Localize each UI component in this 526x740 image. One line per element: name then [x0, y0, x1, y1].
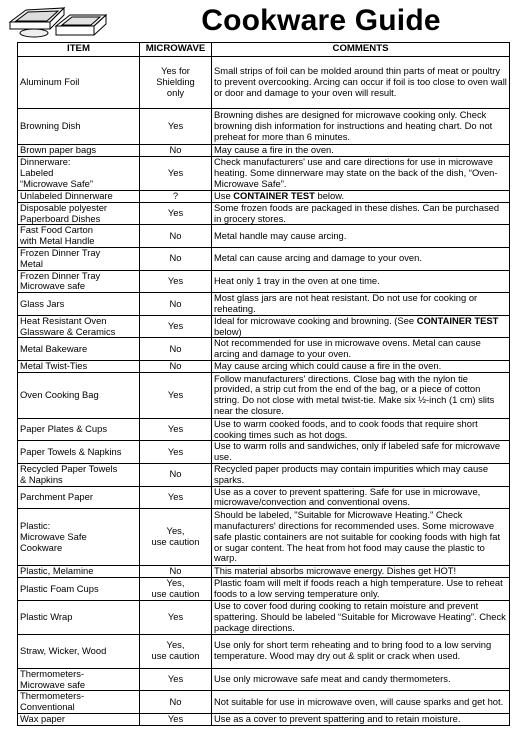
item-cell: Frozen Dinner Tray Metal [18, 247, 140, 270]
comment-cell: Metal handle may cause arcing. [212, 225, 510, 248]
comment-cell: Check manufacturers' use and care directions for use in microwave heating. Some dinnerware may state on the back of the dish, “Oven-Microwave Safe”. [212, 157, 510, 191]
table-row [18, 578, 510, 601]
item-cell: Dinnerware: Labeled “Microwave Safe” [18, 157, 140, 191]
table-row [18, 600, 510, 634]
table-row [18, 202, 510, 225]
item-cell: Frozen Dinner Tray Microwave safe [18, 270, 140, 293]
microwave-cell: No [140, 247, 212, 270]
microwave-cell: Yes [140, 372, 212, 418]
microwave-cell: Yes [140, 668, 212, 691]
microwave-cell: Yes [140, 315, 212, 338]
table-row [18, 270, 510, 293]
item-cell: Plastic, Melamine [18, 566, 140, 578]
item-cell: Browning Dish [18, 109, 140, 145]
item-cell: Paper Towels & Napkins [18, 441, 140, 464]
microwave-cell: Yes, use caution [140, 578, 212, 601]
table-header-row [18, 43, 510, 57]
comment-cell: Use only microwave safe meat and candy thermometers. [212, 668, 510, 691]
microwave-cell: Yes [140, 441, 212, 464]
comment-cell: Most glass jars are not heat resistant. Do not use for cooking or reheating. [212, 293, 510, 316]
item-cell: Plastic Foam Cups [18, 578, 140, 601]
item-cell: Recycled Paper Towels & Napkins [18, 463, 140, 486]
table-row [18, 145, 510, 157]
comment-cell: Use as a cover to prevent spattering and to retain moisture. [212, 713, 510, 725]
table-row [18, 566, 510, 578]
item-cell: Metal Bakeware [18, 338, 140, 361]
item-cell: Glass Jars [18, 293, 140, 316]
item-cell: Heat Resistant Oven Glassware & Ceramics [18, 315, 140, 338]
item-cell: Unlabeled Dinnerware [18, 191, 140, 203]
microwave-cell: Yes [140, 418, 212, 441]
table-row [18, 713, 510, 725]
item-cell: Paper Plates & Cups [18, 418, 140, 441]
page-title: Cookware Guide [201, 4, 441, 37]
item-cell: Fast Food Carton with Metal Handle [18, 225, 140, 248]
item-cell: Straw, Wicker, Wood [18, 634, 140, 668]
microwave-cell: Yes [140, 270, 212, 293]
item-cell: Thermometers- Conventional [18, 691, 140, 714]
microwave-cell: No [140, 293, 212, 316]
comment-cell: Metal can cause arcing and damage to your oven. [212, 247, 510, 270]
comment-cell: Small strips of foil can be molded around thin parts of meat or poultry to prevent overcooking. Arcing can occur if foil is too close to oven wall or door and damage to your oven will result. [212, 57, 510, 109]
comment-cell: This material absorbs microwave energy. Dishes get HOT! [212, 566, 510, 578]
table-row [18, 157, 510, 191]
table-row [18, 247, 510, 270]
table-row [18, 668, 510, 691]
cookware-illustration-icon [6, 2, 112, 40]
table-row [18, 418, 510, 441]
microwave-cell: ? [140, 191, 212, 203]
table-body [18, 57, 510, 726]
microwave-cell: No [140, 566, 212, 578]
page-header [0, 0, 526, 42]
item-cell: Aluminum Foil [18, 57, 140, 109]
microwave-cell: No [140, 225, 212, 248]
comment-cell: Not suitable for use in microwave oven, will cause sparks and get hot. [212, 691, 510, 714]
microwave-cell: No [140, 338, 212, 361]
microwave-cell: No [140, 463, 212, 486]
table-row [18, 315, 510, 338]
table-row [18, 634, 510, 668]
microwave-cell: Yes [140, 486, 212, 509]
comment-cell: Browning dishes are designed for microwave cooking only. Check browning dish information for instructions and heating chart. Do not preheat for more than 6 minutes. [212, 109, 510, 145]
table-row [18, 691, 510, 714]
table-row [18, 293, 510, 316]
comment-cell: Should be labeled, "Suitable for Microwave Heating." Check manufacturers' directions for recommended uses. Some microwave safe plastic containers are not suitable for cooking foods with high fat or sugar content. The heat from hot food may cause the plastic to warp. [212, 509, 510, 566]
comment-cell: Follow manufacturers' directions. Close bag with the nylon tie provided, a strip cut from the end of the bag, or a piece of cotton string. Do not close with metal twist-tie. Make six ½-inch (1 cm) slits near the closure. [212, 372, 510, 418]
comment-cell: May cause a fire in the oven. [212, 145, 510, 157]
table-row [18, 441, 510, 464]
microwave-cell: Yes [140, 109, 212, 145]
microwave-cell: Yes, use caution [140, 509, 212, 566]
comment-text: Use [214, 190, 234, 201]
comment-cell: Use to warm rolls and sandwiches, only if labeled safe for microwave use. [212, 441, 510, 464]
cookware-table [17, 42, 510, 726]
item-cell: Disposable polyester Paperboard Dishes [18, 202, 140, 225]
item-cell: Brown paper bags [18, 145, 140, 157]
table-row [18, 509, 510, 566]
comment-cell: Recycled paper products may contain impurities which may cause sparks. [212, 463, 510, 486]
comment-cell: Use to cover food during cooking to retain moisture and prevent spattering. Should be labeled “Suitable for Microwave Heating”. Check package directions. [212, 600, 510, 634]
microwave-cell: Yes [140, 202, 212, 225]
column-header-microwave: MICROWAVE [140, 43, 212, 57]
microwave-cell: Yes [140, 713, 212, 725]
microwave-cell: Yes [140, 600, 212, 634]
item-cell: Oven Cooking Bag [18, 372, 140, 418]
microwave-cell: Yes, use caution [140, 634, 212, 668]
item-cell: Plastic Wrap [18, 600, 140, 634]
table-row [18, 463, 510, 486]
comment-cell: Use only for short term reheating and to bring food to a low serving temperature. Wood may dry out & split or crack when used. [212, 634, 510, 668]
table-row [18, 372, 510, 418]
table-row [18, 109, 510, 145]
comment-text: Ideal for microwave cooking and browning. (See [214, 314, 417, 326]
item-cell: Plastic: Microwave Safe Cookware [18, 509, 140, 566]
item-cell: Metal Twist-Ties [18, 360, 140, 372]
column-header-comments: COMMENTS [212, 43, 510, 57]
comment-text: below) [214, 325, 242, 337]
microwave-cell: No [140, 145, 212, 157]
container-test-emphasis: CONTAINER TEST [233, 190, 315, 201]
microwave-cell: Yes [140, 157, 212, 191]
comment-cell: Plastic foam will melt if foods reach a high temperature. Use to reheat foods to a low serving temperature only. [212, 578, 510, 601]
microwave-cell: No [140, 691, 212, 714]
comment-text: below. [314, 190, 345, 201]
comment-cell [212, 191, 510, 203]
comment-cell: May cause arcing which could cause a fire in the oven. [212, 360, 510, 372]
container-test-emphasis: CONTAINER TEST [416, 314, 499, 326]
item-cell: Thermometers- Microwave safe [18, 668, 140, 691]
comment-cell: Some frozen foods are packaged in these dishes. Can be purchased in grocery stores. [212, 202, 510, 225]
table-row [18, 486, 510, 509]
column-header-item: ITEM [18, 43, 140, 57]
comment-cell: Not recommended for use in microwave ovens. Metal can cause arcing and damage to your oven. [212, 338, 510, 361]
microwave-cell: Yes for Shielding only [140, 57, 212, 109]
item-cell: Wax paper [18, 713, 140, 725]
table-row [18, 191, 510, 203]
table-row [18, 57, 510, 109]
table-row [18, 225, 510, 248]
comment-cell: Heat only 1 tray in the oven at one time. [212, 270, 510, 293]
comment-cell: Use to warm cooked foods, and to cook foods that require short cooking times such as hot dogs. [212, 418, 510, 441]
item-cell: Parchment Paper [18, 486, 140, 509]
comment-cell [212, 315, 510, 338]
table-row [18, 338, 510, 361]
comment-cell: Use as a cover to prevent spattering. Safe for use in microwave, microwave/convection and conventional ovens. [212, 486, 510, 509]
table-row [18, 360, 510, 372]
microwave-cell: No [140, 360, 212, 372]
